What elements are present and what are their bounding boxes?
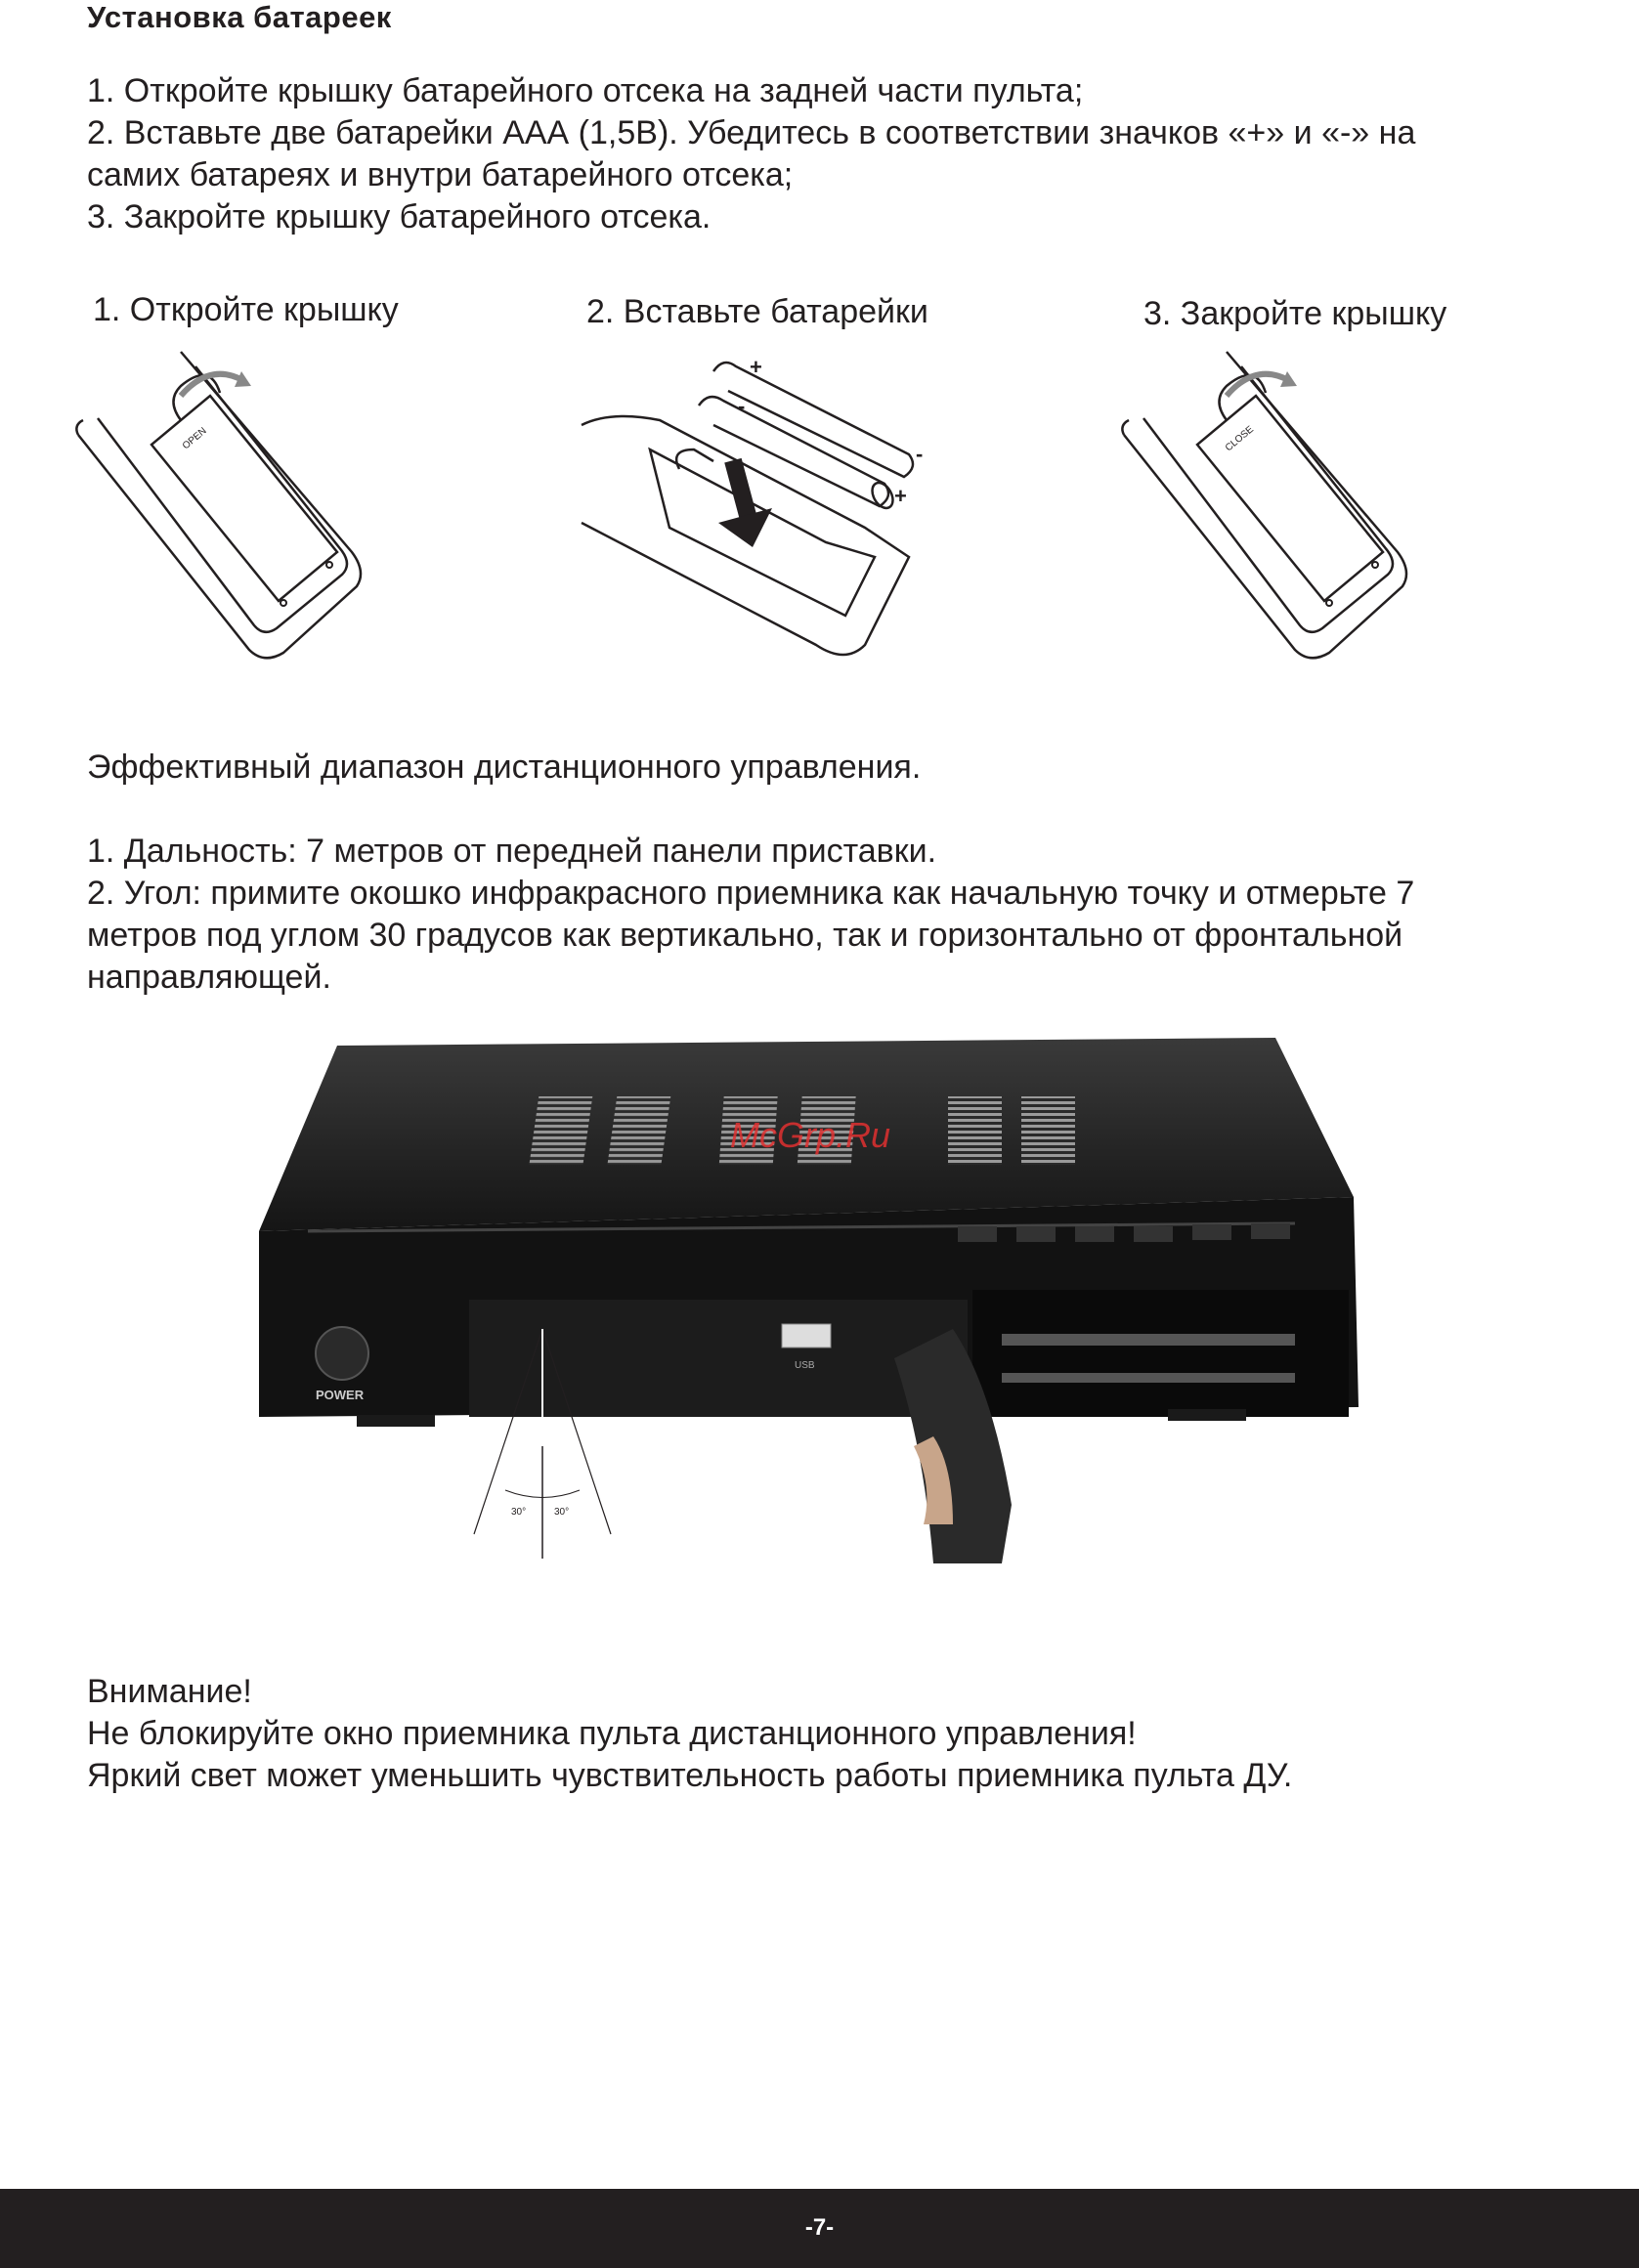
angle-left-label: 30° xyxy=(511,1507,527,1518)
close-caption: 3. Закройте крышку xyxy=(1143,295,1447,332)
range-items xyxy=(87,831,1414,999)
minus-sign-top: - xyxy=(738,394,746,418)
remote-close-illustration xyxy=(1119,342,1422,664)
vent-grille xyxy=(1021,1096,1075,1165)
remote-insert-illustration xyxy=(572,352,953,664)
plus-sign-bottom: + xyxy=(894,484,907,508)
section-heading: Установка батареек xyxy=(87,0,392,34)
close-label: CLOSE xyxy=(1223,424,1256,454)
install-steps xyxy=(87,70,1415,238)
minus-sign-bottom: - xyxy=(916,442,924,466)
page-number: -7- xyxy=(804,2214,835,2241)
range-title: Эффективный диапазон дистанционного управления. xyxy=(87,749,922,786)
install-step-line: 2. Вставьте две батарейки ААА (1,5В). Убедитесь в соответствии значков «+» и «-» на xyxy=(87,114,1416,151)
range-item-line: 1. Дальность: 7 метров от передней панели приставки. xyxy=(87,833,937,870)
receiver-photo xyxy=(249,1036,1359,1563)
usb-label: USB xyxy=(795,1360,815,1371)
range-item-line: направляющей. xyxy=(87,959,331,996)
power-label: POWER xyxy=(316,1388,365,1402)
remote-open-illustration xyxy=(73,342,376,664)
install-step-line: 1. Откройте крышку батарейного отсека на задней части пульта; xyxy=(87,72,1084,109)
range-item-line: 2. Угол: примите окошко инфракрасного приемника как начальную точку и отмерьте 7 xyxy=(87,875,1415,912)
warning-title: Внимание! xyxy=(87,1673,252,1710)
open-caption: 1. Откройте крышку xyxy=(93,291,399,328)
open-label: OPEN xyxy=(180,425,209,452)
page-footer xyxy=(0,2189,1639,2268)
plus-sign-top: + xyxy=(750,355,762,379)
insert-caption: 2. Вставьте батарейки xyxy=(586,293,928,330)
watermark: McGrp.Ru xyxy=(730,1115,891,1155)
warning-line: Не блокируйте окно приемника пульта дистанционного управления! xyxy=(87,1715,1137,1752)
angle-right-label: 30° xyxy=(554,1507,570,1518)
vent-grille xyxy=(607,1096,670,1165)
vent-grille xyxy=(948,1096,1002,1165)
vent-grille xyxy=(529,1096,592,1165)
warning-block xyxy=(87,1671,1292,1797)
install-step-line: 3. Закройте крышку батарейного отсека. xyxy=(87,198,712,235)
warning-line: Яркий свет может уменьшить чувствительность работы приемника пульта ДУ. xyxy=(87,1757,1293,1794)
install-step-line: самих батареях и внутри батарейного отсека; xyxy=(87,156,794,193)
range-item-line: метров под углом 30 градусов как вертикально, так и горизонтально от фронтальной xyxy=(87,917,1403,954)
